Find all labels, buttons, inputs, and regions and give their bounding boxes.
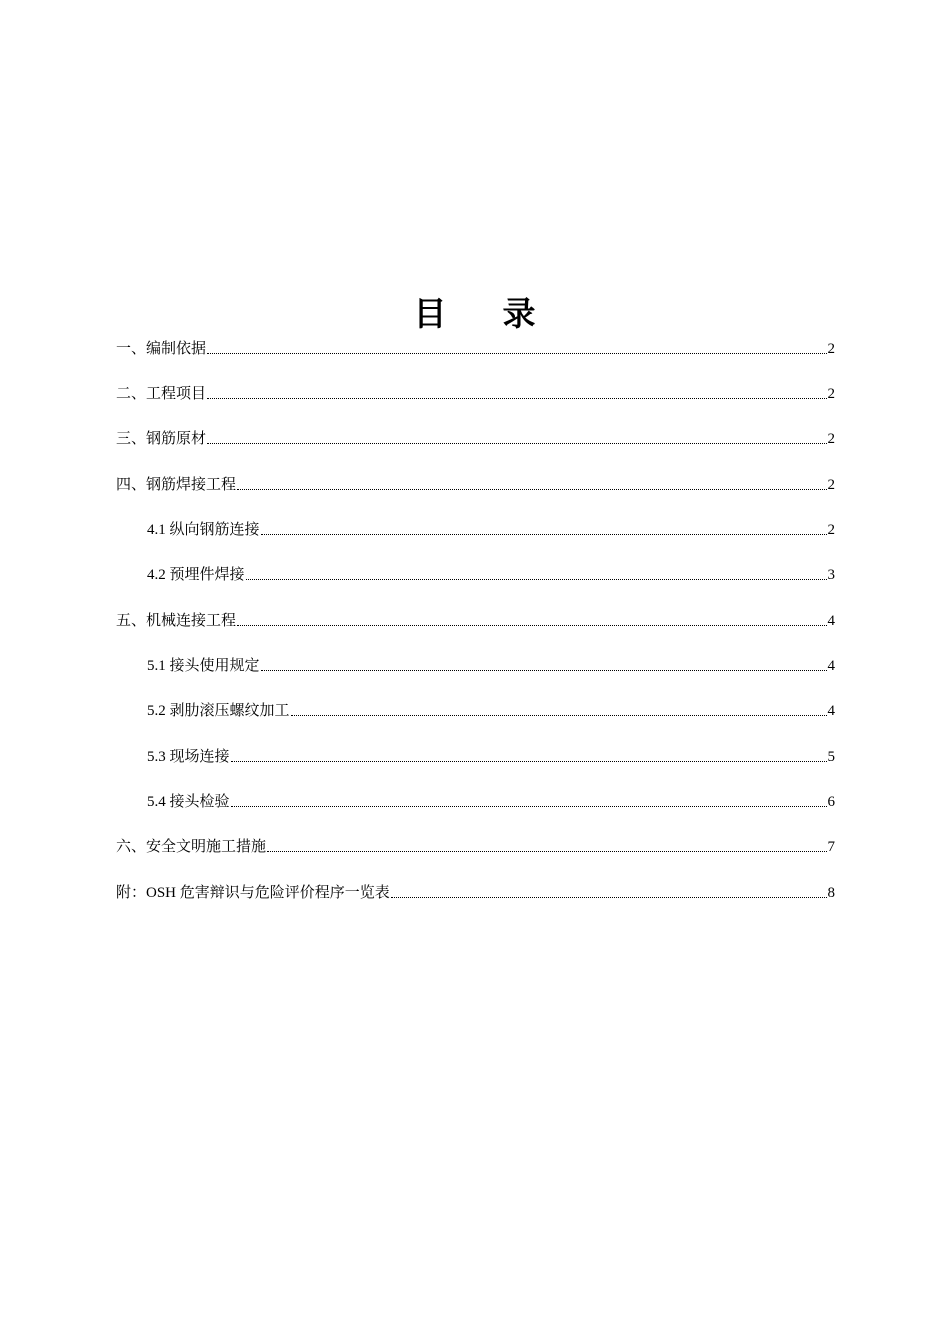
toc-leader-dots bbox=[391, 896, 827, 898]
toc-entry[interactable] bbox=[116, 879, 835, 903]
toc-entry-label: 五、机械连接工程 bbox=[116, 613, 237, 629]
toc-entry-page: 2 bbox=[827, 477, 835, 493]
toc-leader-dots bbox=[261, 533, 827, 535]
toc-leader-dots bbox=[261, 669, 827, 671]
toc-leader-dots bbox=[207, 352, 826, 354]
toc-entry-label: 5.4 接头检验 bbox=[147, 794, 230, 810]
toc-entry-page: 2 bbox=[827, 522, 835, 538]
toc-title bbox=[0, 290, 950, 340]
toc-entry-page: 4 bbox=[827, 658, 835, 674]
toc-entry[interactable] bbox=[116, 833, 835, 857]
toc-entry-label: 5.1 接头使用规定 bbox=[147, 658, 260, 674]
toc-entry[interactable] bbox=[147, 743, 835, 767]
toc-entry[interactable] bbox=[116, 335, 835, 359]
toc-entry[interactable] bbox=[116, 380, 835, 404]
toc-entry-page: 2 bbox=[827, 341, 835, 357]
toc-entry-page: 7 bbox=[827, 839, 835, 855]
toc-entry-page: 2 bbox=[827, 431, 835, 447]
toc-entry[interactable] bbox=[147, 516, 835, 540]
toc-entry-page: 6 bbox=[827, 794, 835, 810]
toc-entry-page: 4 bbox=[827, 703, 835, 719]
toc-entry-label: 二、工程项目 bbox=[116, 386, 207, 402]
toc-entry-page: 4 bbox=[827, 613, 835, 629]
toc-entry-label: 四、钢筋焊接工程 bbox=[116, 477, 237, 493]
toc-entry-page: 5 bbox=[827, 749, 835, 765]
toc-entry-label: 六、安全文明施工措施 bbox=[116, 839, 267, 855]
toc-entry-label: 三、钢筋原材 bbox=[116, 431, 207, 447]
toc-entry[interactable] bbox=[147, 788, 835, 812]
toc-entry-label: 4.1 纵向钢筋连接 bbox=[147, 522, 260, 538]
toc-entry-label: 5.2 剥肋滚压螺纹加工 bbox=[147, 703, 290, 719]
toc-leader-dots bbox=[231, 805, 827, 807]
toc-entry[interactable] bbox=[147, 652, 835, 676]
toc-leader-dots bbox=[267, 850, 826, 852]
toc-leader-dots bbox=[237, 624, 826, 626]
toc-entry[interactable] bbox=[147, 561, 835, 585]
toc-entry[interactable] bbox=[116, 425, 835, 449]
toc-leader-dots bbox=[231, 760, 827, 762]
toc-title-char-1: 目 bbox=[413, 297, 448, 333]
toc-leader-dots bbox=[237, 488, 826, 490]
toc-leader-dots bbox=[207, 397, 826, 399]
toc-title-char-2: 录 bbox=[502, 297, 537, 333]
toc-entry-label: 附：OSH 危害辩识与危险评价程序一览表 bbox=[116, 885, 390, 901]
toc-entry[interactable] bbox=[116, 471, 835, 495]
toc-entry[interactable] bbox=[147, 697, 835, 721]
toc-entry-page: 2 bbox=[827, 386, 835, 402]
toc-leader-dots bbox=[291, 714, 827, 716]
toc-leader-dots bbox=[207, 442, 826, 444]
toc-entry-page: 3 bbox=[827, 567, 835, 583]
toc-entry-page: 8 bbox=[827, 885, 835, 901]
toc-entry-label: 5.3 现场连接 bbox=[147, 749, 230, 765]
toc-leader-dots bbox=[246, 578, 827, 580]
toc-entry-label: 一、编制依据 bbox=[116, 341, 207, 357]
toc-entry-label: 4.2 预埋件焊接 bbox=[147, 567, 245, 583]
toc-entry[interactable] bbox=[116, 607, 835, 631]
